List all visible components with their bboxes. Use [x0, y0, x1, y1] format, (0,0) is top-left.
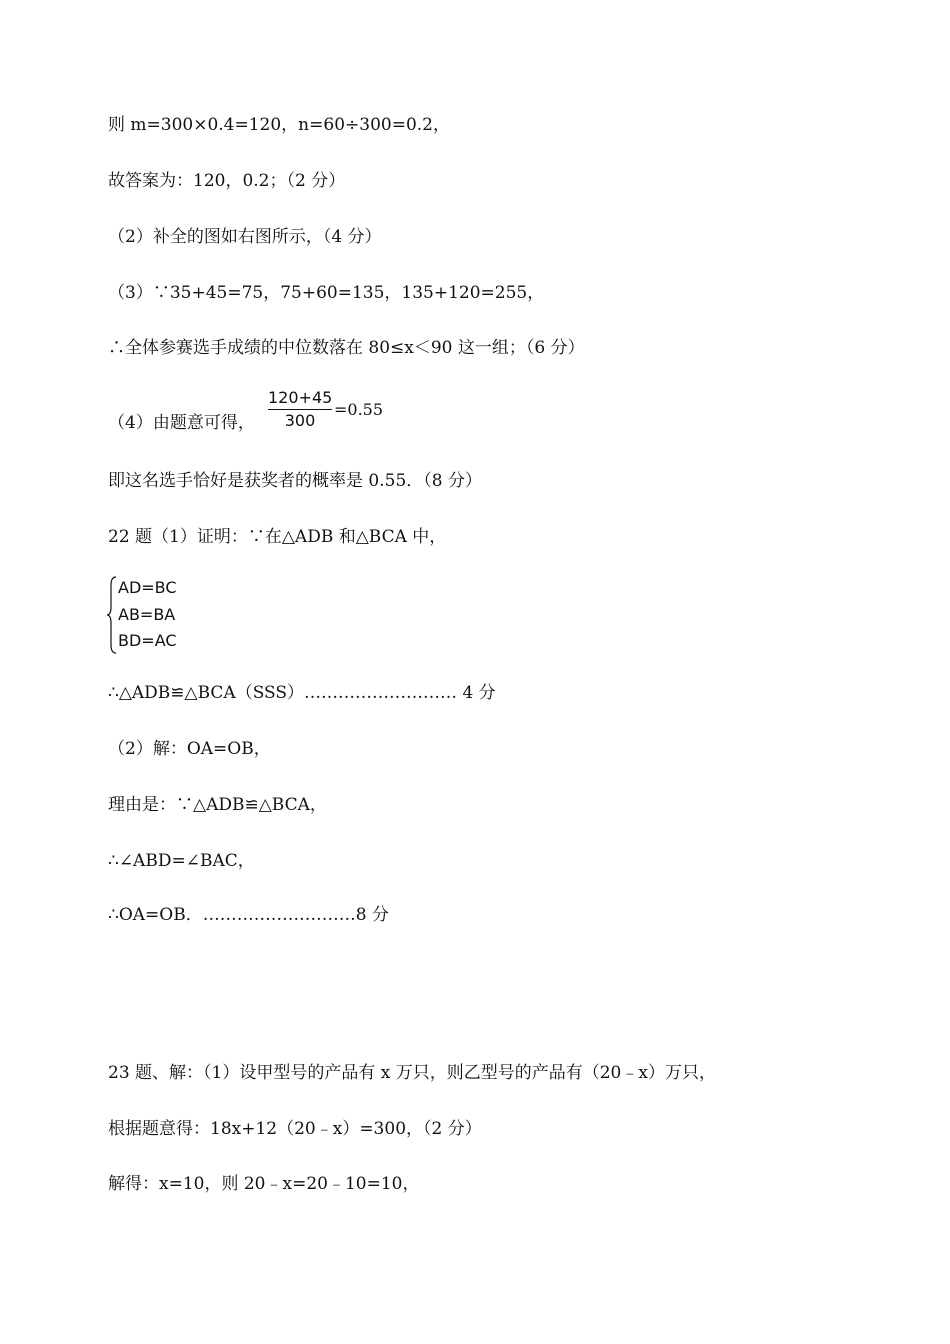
fraction-numerator: 120+45 [268, 388, 333, 407]
text-line-7: 即这名选手恰好是获奖者的概率是 0.55．（8 分） [108, 471, 482, 491]
fraction-result: =0.55 [334, 400, 384, 419]
text-line-8: 22 题（1）证明：∵在△ADB 和△BCA 中， [108, 527, 447, 547]
text-line-16: 根据题意得：18x+12（20﹣x）=300，（2 分） [108, 1119, 482, 1139]
text-line-13: ∴∠ABD=∠BAC， [108, 851, 255, 871]
fraction-bar [268, 409, 332, 410]
text-line-12: 理由是：∵△ADB≌△BCA， [108, 795, 327, 815]
text-line-11: （2）解：OA=OB， [108, 739, 271, 759]
text-line-2: 故答案为：120，0.2；（2 分） [108, 171, 346, 191]
text-line-14: ∴OA=OB．………………………8 分 [108, 905, 389, 925]
equation-1: AD=BC [118, 578, 177, 597]
text-line-6: （4）由题意可得， [108, 413, 255, 433]
text-line-1: 则 m=300×0.4=120，n=60÷300=0.2， [108, 115, 450, 135]
equation-3: BD=AC [118, 631, 177, 650]
text-line-15: 23 题、解：（1）设甲型号的产品有 x 万只，则乙型号的产品有（20﹣x）万只， [108, 1063, 716, 1083]
text-line-5: ∴全体参赛选手成绩的中位数落在 80≤x＜90 这一组；（6 分） [108, 338, 585, 358]
equation-system [106, 575, 226, 655]
equation-2: AB=BA [118, 605, 176, 624]
text-line-4: （3）∵35+45=75，75+60=135，135+120=255， [108, 283, 545, 303]
fraction-denominator: 300 [284, 411, 316, 430]
text-line-17: 解得：x=10，则 20﹣x=20﹣10=10， [108, 1174, 420, 1194]
text-line-3: （2）补全的图如右图所示，（4 分） [108, 227, 382, 247]
text-line-10: ∴△ADB≌△BCA（SSS）……………………… 4 分 [108, 683, 496, 703]
left-brace-icon [106, 575, 118, 655]
